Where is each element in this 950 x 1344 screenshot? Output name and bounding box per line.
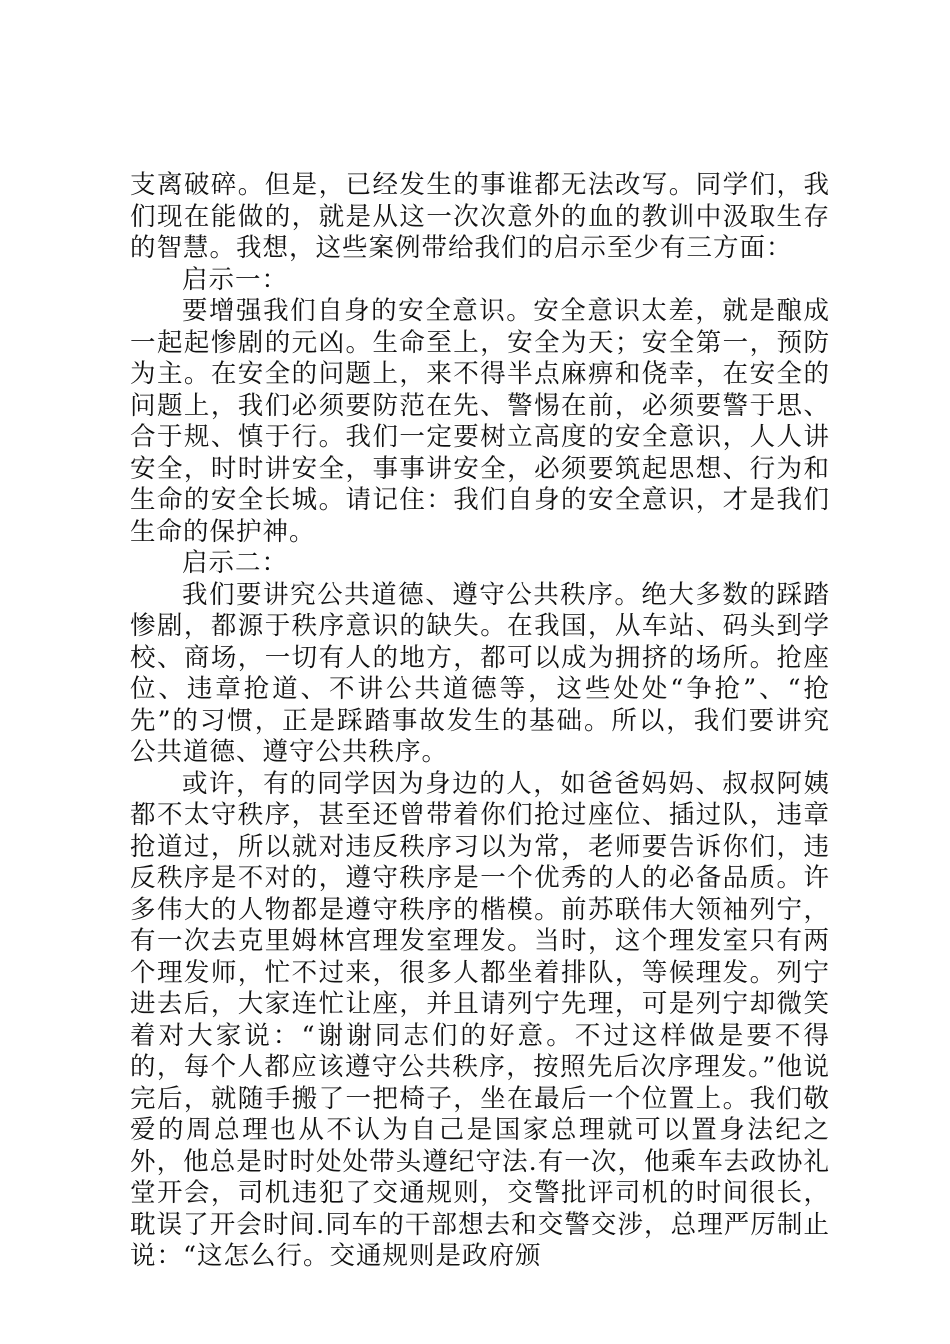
paragraph-safety-awareness: 要增强我们自身的安全意识。安全意识太差，就是酿成一起起惨剧的元凶。生命至上，安全为天；安全第一，预防为主。在安全的问题上，来不得半点麻痹和侥幸，在安全的问题上，我们必须要防范在先、警惕在前，必须要警于思、合于规、慎于行。我们一定要树立高度的安全意识，人人讲安全，时时讲安全，事事讲安全，必须要筑起思想、行为和生命的安全长城。请记住：我们自身的安全意识，才是我们生命的保护神。 — [130, 296, 830, 547]
heading-insight-one: 启示一： — [182, 264, 289, 295]
paragraph-public-order: 我们要讲究公共道德、遵守公共秩序。绝大多数的踩踏惨剧，都源于秩序意识的缺失。在我国，从车站、码头到学校、商场，一切有人的地方，都可以成为拥挤的场所。抢座位、违章抢道、不讲公共道德等，这些处处“争抢”、“抢先”的习惯，正是踩踏事故发生的基础。所以，我们要讲究公共道德、遵守公共秩序。 — [130, 579, 830, 767]
document-page — [130, 170, 830, 1273]
paragraph-intro: 支离破碎。但是，已经发生的事谁都无法改写。同学们，我们现在能做的，就是从这一次次意外的血的教训中汲取生存的智慧。我想，这些案例带给我们的启示至少有三方面： — [130, 170, 830, 263]
heading-insight-two: 启示二： — [182, 548, 289, 578]
paragraph-role-models: 或许，有的同学因为身边的人，如爸爸妈妈、叔叔阿姨都不太守秩序，甚至还曾带着你们抢过座位、插过队，违章抢道过，所以就对违反秩序习以为常，老师要告诉你们，违反秩序是不对的，遵守秩序是一个优秀的人的必备品质。许多伟大的人物都是遵守秩序的楷模。前苏联伟大领袖列宁，有一次去克里姆林宫理发室理发。当时，这个理发室只有两个理发师，忙不过来，很多人都坐着排队，等候理发。列宁进去后，大家连忙让座，并且请列宁先理，可是列宁却微笑着对大家说：“谢谢同志们的好意。不过这样做是要不得的，每个人都应该遵守公共秩序，按照先后次序理发。”他说完后，就随手搬了一把椅子，坐在最后一个位置上。我们敬爱的周总理也从不认为自己是国家总理就可以置身法纪之外，他总是时时处处带头遵纪守法.有一次，他乘车去政协礼堂开会，司机违犯了交通规则，交警批评司机的时间很长，耽误了开会时间.同车的干部想去和交警交涉，总理严厉制止说：“这怎么行。交通规则是政府颁 — [130, 768, 830, 1271]
